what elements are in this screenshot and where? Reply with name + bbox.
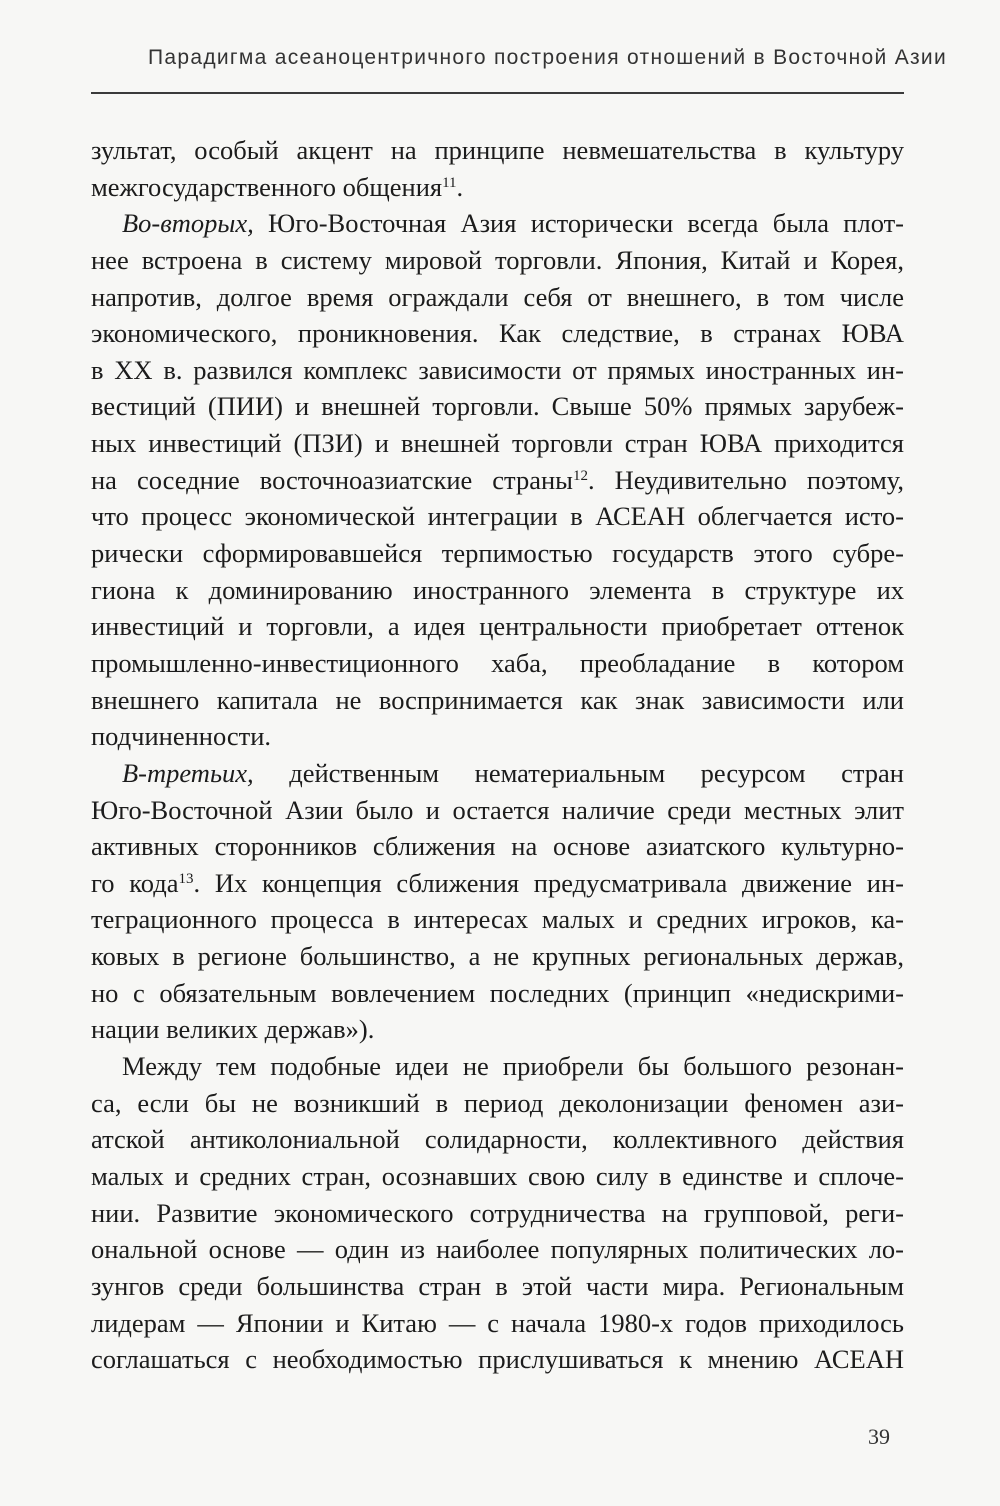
paragraph-3 xyxy=(91,755,904,1048)
text-line: атской антиколониальной солидарности, коллективного действия xyxy=(91,1124,904,1155)
text-line: малых и средних стран, осознавших свою силу в единстве и сплоче- xyxy=(91,1160,904,1191)
text-line: промышленно-инвестиционного хаба, преобладание в котором xyxy=(91,647,904,678)
text-line: гиона к доминированию иностранного элемента в структуре их xyxy=(91,574,904,605)
text-line: ональной основе — один из наиболее популярных политических ло- xyxy=(91,1234,904,1265)
text-line: зунгов среди большинства стран в этой части мира. Региональным xyxy=(91,1270,904,1301)
footnote-ref-13: 13 xyxy=(178,870,194,887)
footnote-ref-12: 12 xyxy=(572,467,588,484)
paragraph-4 xyxy=(91,1048,904,1378)
text-line: но с обязательным вовлечением последних (принцип «недискрими- xyxy=(91,977,904,1008)
text-line: нации великих держав»). xyxy=(91,1014,375,1045)
text-line: нии. Развитие экономического сотрудничества на групповой, реги- xyxy=(91,1197,904,1228)
text-line xyxy=(91,205,904,242)
text-line: в XX в. развился комплекс зависимости от прямых иностранных ин- xyxy=(91,354,904,385)
page-number: 39 xyxy=(868,1424,890,1449)
text-line: экономического, проникновения. Как следствие, в странах ЮВА xyxy=(91,318,904,349)
text-line: вестиций (ПИИ) и внешней торговли. Свыше 50% прямых зарубеж- xyxy=(91,391,904,422)
text-line: рически сформировавшейся терпимостью государств этого субре- xyxy=(91,538,904,569)
text-line: са, если бы не возникший в период деколонизации феномен ази- xyxy=(91,1087,904,1118)
paragraph-lead-italic: В-третьих, xyxy=(122,757,254,788)
text-line: активных сторонников сближения на основе азиатского культурно- xyxy=(91,831,904,862)
body-text xyxy=(91,132,904,1378)
paragraph-1 xyxy=(91,132,904,205)
text-line xyxy=(91,755,904,792)
text-line: инвестиций и торговли, а идея центральности приобретает оттенок xyxy=(91,611,904,642)
text-line: лидерам — Японии и Китаю — с начала 1980-х годов приходилось xyxy=(91,1307,904,1338)
text-span: . Их концепция сближения предусматривала движение ин- xyxy=(193,867,904,898)
text-span: на соседние восточноазиатские страны xyxy=(91,464,573,495)
footnote-ref-11: 11 xyxy=(442,174,457,191)
text-line xyxy=(91,462,904,499)
text-span: . xyxy=(456,171,464,202)
text-span: го кода xyxy=(91,867,179,898)
text-line: Между тем подобные идеи не приобрели бы большого резонан- xyxy=(122,1051,904,1082)
paragraph-lead-italic: Во-вторых, xyxy=(122,208,254,239)
text-line: ковых в регионе большинство, а не крупных региональных держав, xyxy=(91,941,904,972)
text-line: подчиненности. xyxy=(91,721,272,752)
text-line: Юго-Восточной Азии было и остается наличие среди местных элит xyxy=(91,794,904,825)
text-span: действенным нематериальным ресурсом стран xyxy=(253,757,904,788)
text-line: что процесс экономической интеграции в АСЕАН облегчается исто- xyxy=(91,501,904,532)
text-line: ных инвестиций (ПЗИ) и внешней торговли стран ЮВА приходится xyxy=(91,428,904,459)
text-line: зультат, особый акцент на принципе невмешательства в культуру xyxy=(91,135,904,165)
text-line: соглашаться с необходимостью прислушиваться к мнению АСЕАН xyxy=(91,1344,904,1375)
header-rule xyxy=(91,92,904,94)
text-span: . Неудивительно поэтому, xyxy=(587,464,904,495)
text-line: внешнего капитала не воспринимается как знак зависимости или xyxy=(91,684,904,715)
text-line xyxy=(91,865,904,902)
paragraph-2 xyxy=(91,205,904,755)
text-line: нее встроена в систему мировой торговли. Япония, Китай и Корея, xyxy=(91,244,904,275)
running-header: Парадигма асеаноцентричного построения отношений в Восточной Азии xyxy=(148,46,947,69)
text-line xyxy=(91,169,904,206)
text-line: теграционного процесса в интересах малых и средних игроков, ка- xyxy=(91,904,904,935)
text-span: межгосударственного общения xyxy=(91,171,443,202)
text-line: напротив, долгое время ограждали себя от внешнего, в том числе xyxy=(91,281,904,312)
text-span: Юго-Восточная Азия исторически всегда была плот- xyxy=(253,208,904,239)
